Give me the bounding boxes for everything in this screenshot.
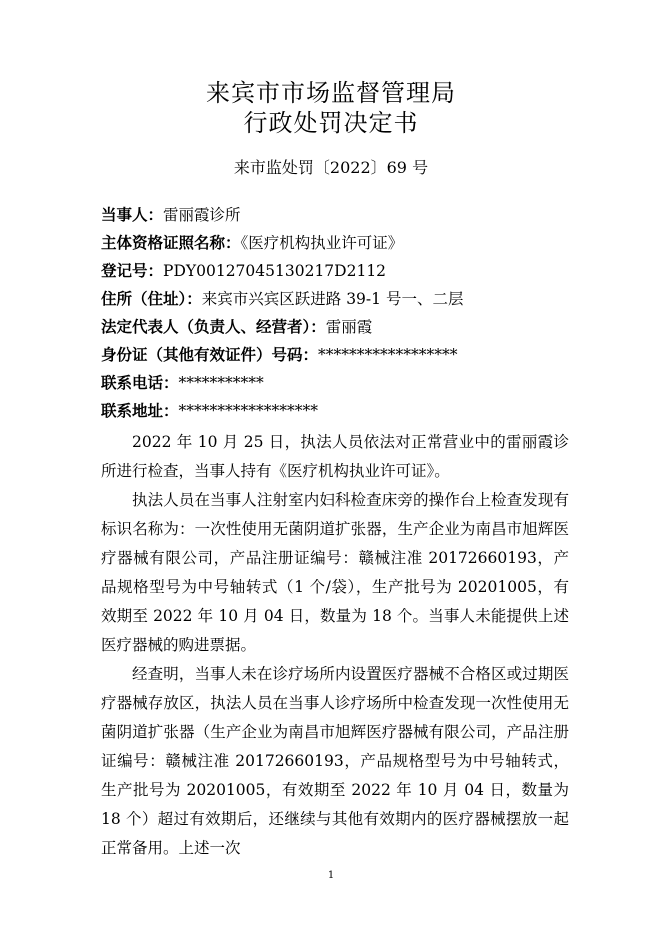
paragraph: 经查明，当事人未在诊疗场所内设置医疗器械不合格区或过期医疗器械存放区，执法人员在当事人诊疗场所中检查发现一次性使用无菌阴道扩张器（生产企业为南昌市旭辉医疗器械有限公司，产品注册证编号：赣械注准 20172660193，产品规格型号为中号轴转式，生产批号为 20201005，有效期至 2022 年 10 月 04 日，数量为 18 个）超过有效期后，还继续与其他有效期内的医疗器械摆放一起正常备用。上述一次 bbox=[101, 665, 569, 857]
field-label: 主体资格证照名称： bbox=[101, 234, 241, 252]
page-number: 1 bbox=[327, 870, 335, 881]
field-legal-representative bbox=[101, 316, 581, 338]
field-label: 法定代表人（负责人、经营者）： bbox=[101, 318, 326, 336]
field-party bbox=[101, 204, 581, 226]
field-label: 联系电话： bbox=[101, 374, 179, 392]
field-value: ****************** bbox=[178, 402, 319, 420]
field-value: PDY00127045130217D2112 bbox=[163, 262, 387, 280]
document-number: 来市监处罚〔2022〕69 号 bbox=[233, 158, 429, 177]
field-value: 雷丽霞 bbox=[325, 318, 373, 336]
field-value: *********** bbox=[178, 374, 264, 392]
paragraph: 2022 年 10 月 25 日，执法人员依法对正常营业中的雷丽霞诊所进行检查，当事人持有《医疗机构执业许可证》。 bbox=[101, 433, 569, 480]
field-registration-number bbox=[101, 260, 581, 282]
agency-title: 来宾市市场监督管理局 bbox=[206, 79, 456, 107]
field-value: 来宾市兴宾区跃进路 39-1 号一、二层 bbox=[201, 290, 464, 308]
field-phone bbox=[101, 372, 581, 394]
field-label: 当事人： bbox=[101, 206, 164, 224]
field-label: 登记号： bbox=[101, 262, 164, 280]
document-title: 行政处罚决定书 bbox=[243, 109, 419, 137]
field-contact-address bbox=[101, 400, 581, 422]
field-value: ****************** bbox=[318, 346, 458, 364]
field-license-name bbox=[101, 232, 581, 254]
field-label: 住所（住址）： bbox=[101, 290, 202, 308]
field-address bbox=[101, 288, 581, 310]
field-value: 《医疗机构执业许可证》 bbox=[240, 234, 404, 252]
field-id-number bbox=[101, 344, 581, 366]
paragraph: 执法人员在当事人注射室内妇科检查床旁的操作台上检查发现有标识名称为：一次性使用无菌阴道扩张器，生产企业为南昌市旭辉医疗器械有限公司，产品注册证编号：赣械注准 20172660193，产品规格型号为中号轴转式（1 个/袋），生产批号为 20201005，有效期至 2022 年 10 月 04 日，数量为 18 个。当事人未能提供上述医疗器械的购进票据。 bbox=[101, 491, 569, 654]
body-text bbox=[101, 428, 569, 863]
field-label: 身份证（其他有效证件）号码： bbox=[101, 346, 319, 364]
field-value: 雷丽霞诊所 bbox=[163, 206, 241, 224]
field-label: 联系地址： bbox=[101, 402, 179, 420]
